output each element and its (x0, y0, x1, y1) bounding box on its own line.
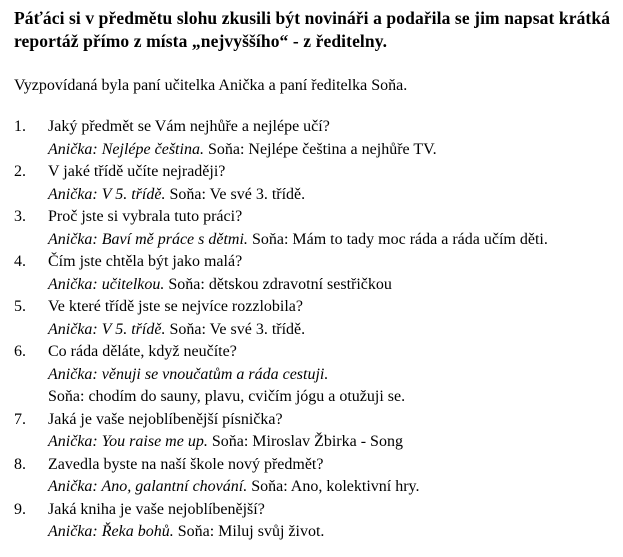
intro-paragraph: Vyzpovídaná byla paní učitelka Anička a paní ředitelka Soňa. (14, 77, 408, 94)
answer-line (0, 229, 623, 252)
interview-item (0, 296, 623, 341)
item-number: 1. (14, 118, 26, 135)
sona-answer: Soňa: Miluj svůj život. (173, 523, 325, 540)
question-text: Jaká kniha je vaše nejoblíbenější? (48, 500, 265, 518)
answer-line (0, 319, 623, 342)
sona-answer: Soňa: Ano, kolektivní hry. (247, 478, 420, 495)
item-number: 4. (14, 253, 26, 270)
sona-answer: Soňa: Ve své 3. třídě. (165, 185, 306, 203)
interview-item (0, 409, 623, 454)
item-number: 5. (14, 298, 26, 315)
interview-item (0, 161, 623, 206)
question-text: Jaký předmět se Vám nejhůře a nejlépe učí? (48, 118, 330, 135)
answer-line (0, 386, 623, 409)
question-text: Zavedla byste na naší škole nový předmět? (48, 455, 324, 473)
anicka-answer: Anička: V 5. třídě. (48, 185, 166, 203)
question-text: Čím jste chtěla být jako malá? (48, 253, 243, 270)
interview-item (0, 454, 623, 499)
answer-line (0, 431, 623, 454)
item-number: 3. (14, 208, 26, 225)
item-number: 7. (14, 410, 26, 428)
article-title: Páťáci si v předmětu slohu zkusili být novináři a podařila se jim napsat krátká reportáž přímo z místa „nejvyššího“ - z ředitelny. (14, 8, 611, 51)
item-number: 2. (14, 163, 26, 180)
question-text: Ve které třídě jste se nejvíce rozzlobila? (48, 298, 303, 315)
interview-item (0, 499, 623, 544)
interview-item (0, 206, 623, 251)
item-number: 6. (14, 343, 26, 360)
answer-line (0, 274, 623, 297)
answer-line (0, 364, 623, 387)
question-text: Jaká je vaše nejoblíbenější písnička? (48, 410, 283, 428)
anicka-answer: Anička: V 5. třídě. (48, 320, 166, 338)
item-number: 8. (14, 455, 26, 473)
sona-answer: Soňa: Miroslav Žbirka - Song (207, 433, 403, 450)
sona-answer: Soňa: Ve své 3. třídě. (165, 320, 306, 338)
anicka-answer: Anička: Baví mě práce s dětmi. (48, 230, 248, 248)
sona-answer: Soňa: chodím do sauny, plavu, cvičím jógu a otužuji se. (48, 388, 406, 405)
answer-line (0, 139, 623, 162)
anicka-answer: Anička: učitelkou. (48, 275, 165, 293)
question-text: Proč jste si vybrala tuto práci? (48, 208, 243, 225)
item-number: 9. (14, 500, 26, 518)
answer-line (0, 184, 623, 207)
interview-item (0, 116, 623, 161)
sona-answer: Soňa: Mám to tady moc ráda a ráda učím děti. (247, 230, 548, 248)
interview-list (0, 116, 623, 544)
question-text: V jaké třídě učíte nejraději? (48, 163, 226, 180)
sona-answer: Soňa: Nejlépe čeština a nejhůře TV. (203, 140, 437, 158)
anicka-answer: Anička: věnuji se vnoučatům a ráda cestuji. (48, 365, 329, 383)
anicka-answer: Anička: You raise me up. (48, 433, 208, 450)
anicka-answer: Anička: Ano, galantní chování. (48, 478, 248, 495)
interview-item (0, 341, 623, 409)
anicka-answer: Anička: Řeka bohů. (48, 523, 174, 540)
question-text: Co ráda děláte, když neučíte? (48, 343, 237, 360)
answer-line (0, 476, 623, 499)
anicka-answer: Anička: Nejlépe čeština. (48, 140, 204, 158)
sona-answer: Soňa: dětskou zdravotní sestřičkou (164, 275, 392, 293)
answer-line (0, 521, 623, 544)
interview-item (0, 251, 623, 296)
